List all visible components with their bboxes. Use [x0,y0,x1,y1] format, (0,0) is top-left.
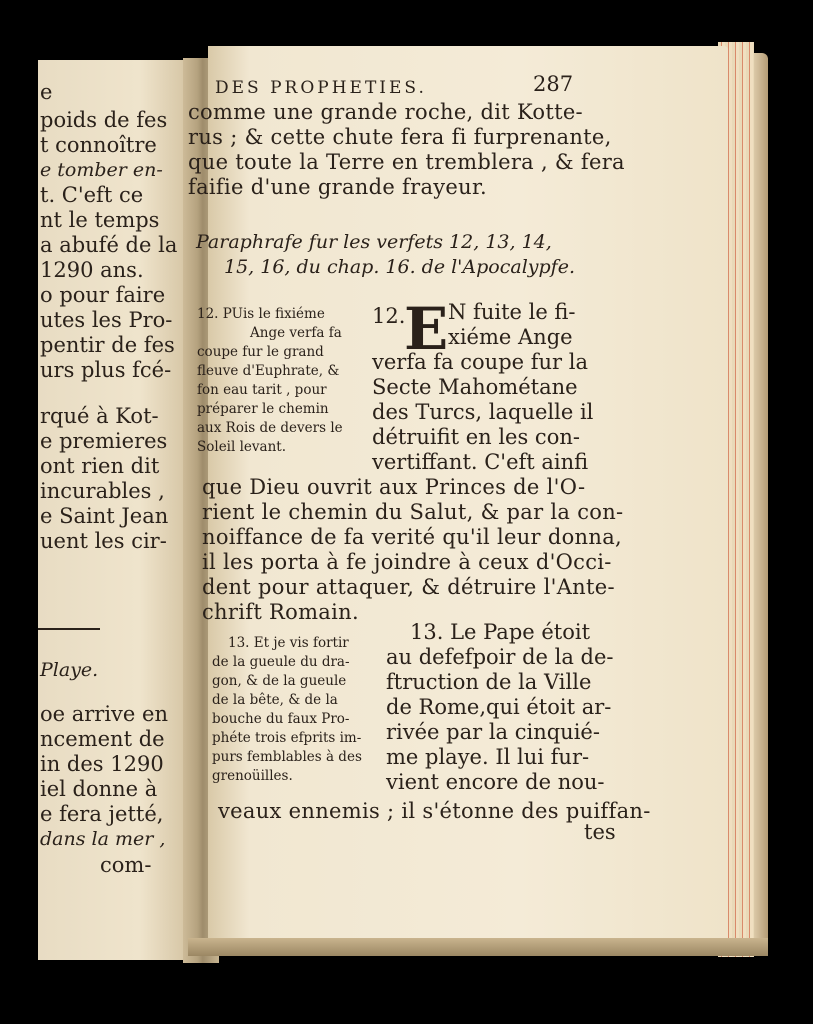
left-text-line: pentir de fes [40,333,175,357]
text-line: rient le chemin du Salut, & par la con- [202,500,624,524]
left-text-line: e tomber en- [40,159,163,181]
verse-text: fleuve d'Euphrate, & [197,363,340,379]
paraphrase-text: xiéme Ange [448,325,573,349]
paraphrase-text: verfa fa coupe fur la [372,350,588,374]
paraphrase-text: rivée par la cinquié- [386,720,600,744]
text-line: dent pour attaquer, & détruire l'Ante- [202,575,615,599]
left-text-line: iel donne à [40,777,158,801]
verse-text: de la gueule du dra- [212,654,350,670]
left-text-line: urs plus fcé- [40,358,172,382]
left-text-line: dans la mer , [40,828,166,850]
verse-text: de la bête, & de la [212,692,338,708]
text-line: noiffance de fa verité qu'il leur donna, [202,525,623,549]
paraphrase-text: me playe. Il lui fur- [386,745,590,769]
left-text-line: a abufé de la [40,233,178,257]
running-header: DES PROPHETIES. [215,78,427,98]
left-text-line: oe arrive en [40,702,168,726]
text-line: que Dieu ouvrit aux Princes de l'O- [202,475,586,499]
left-text-line: t. C'eft ce [40,183,144,207]
paraphrase-text: des Turcs, laquelle il [372,400,594,424]
left-text-line: poids de fes [40,108,168,132]
left-section-rule [38,628,100,630]
text-line: chrift Romain. [202,600,359,624]
left-text-line: utes les Pro- [40,308,173,332]
left-text-line: ncement de [40,727,165,751]
left-text-line: in des 1290 [40,752,164,776]
left-text-line: t connoître [40,133,157,157]
paraphrase-text: au defefpoir de la de- [386,645,614,669]
verse-text: préparer le chemin [197,401,329,417]
left-section-title: Playe. [40,659,99,681]
verse-text: Ange verfa fa [250,325,342,341]
left-text-line: 1290 ans. [40,258,144,282]
text-line: comme une grande roche, dit Kotte- [188,100,583,124]
left-text-line: e Saint Jean [40,504,169,528]
verse-text: aux Rois de devers le [197,420,343,436]
verse-text: bouche du faux Pro- [212,711,350,727]
paraphrase-text: 13. Le Pape étoit [410,620,591,644]
bottom-board [188,938,768,956]
text-line: faifie d'une grande frayeur. [188,175,487,199]
paraphrase-text: de Rome,qui étoit ar- [386,695,612,719]
verse-text: Soleil levant. [197,439,287,455]
left-text-line: uent les cir- [40,529,167,553]
page-number: 287 [533,72,574,96]
paraphrase-text: vertiffant. C'eft ainfi [372,450,589,474]
text-line: rus ; & cette chute fera fi furprenante, [188,125,612,149]
left-text-line: com- [100,853,152,877]
verse-text: fon eau tarit , pour [197,382,327,398]
left-text-line: o pour faire [40,283,166,307]
drop-cap: E [404,295,449,363]
text-line: veaux ennemis ; il s'étonne des puiffan- [218,799,651,823]
left-text-line: ont rien dit [40,454,160,478]
verse-text: 13. Et je vis fortir [228,635,349,651]
left-page [38,60,183,960]
paraphrase-text: vient encore de nou- [386,770,605,794]
verse-text: 12. PUis le fixiéme [197,306,325,322]
text-line: que toute la Terre en tremblera , & fera [188,150,625,174]
left-text-line: incurables , [40,479,165,503]
left-text-line: e fera jetté, [40,802,164,826]
verse-number: 12. [372,304,406,328]
paraphrase-heading: 15, 16, du chap. 16. de l'Apocalypfe. [224,256,575,278]
verse-text: coupe fur le grand [197,344,324,360]
left-text-line: rqué à Kot- [40,404,159,428]
paraphrase-text: ftruction de la Ville [386,670,592,694]
text-line: il les porta à fe joindre à ceux d'Occi- [202,550,612,574]
left-header-fragment: e [40,80,53,104]
paraphrase-text: N fuite le fi- [448,300,576,324]
catchword: tes [584,820,616,844]
verse-text: phéte trois efprits im- [212,730,362,746]
paraphrase-heading: Paraphrafe fur les verfets 12, 13, 14, [196,231,552,253]
left-text-line: e premieres [40,429,168,453]
verse-text: grenoüilles. [212,768,293,784]
paraphrase-text: détruifit en les con- [372,425,580,449]
verse-text: gon, & de la gueule [212,673,347,689]
left-text-line: nt le temps [40,208,160,232]
verse-text: purs femblables à des [212,749,362,765]
paraphrase-text: Secte Mahométane [372,375,578,399]
